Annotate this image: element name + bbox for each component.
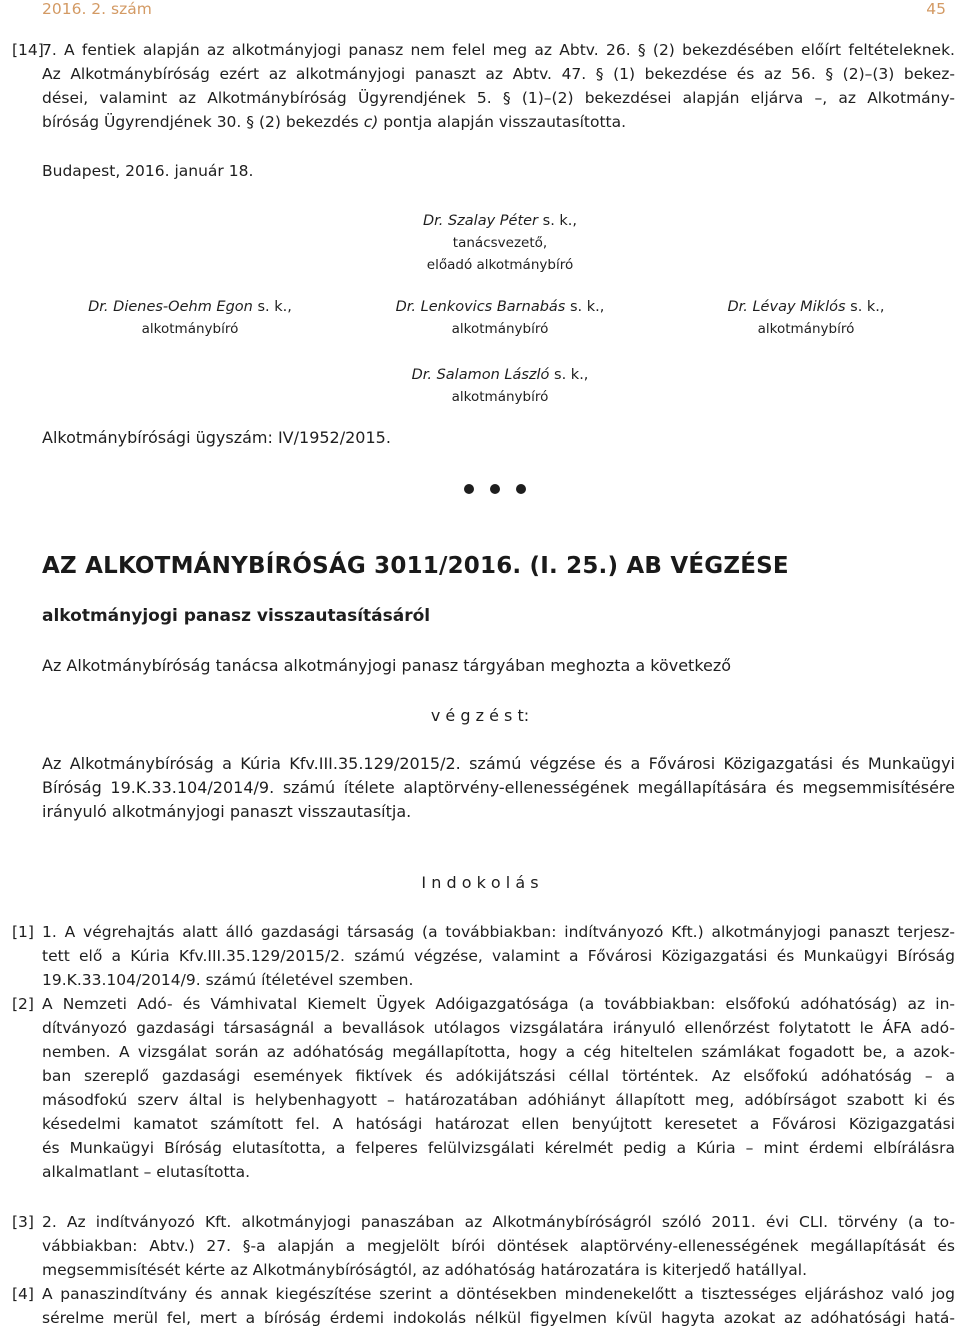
text-line: sérelme merül fel, mert a bíróság érdemi indokolás nélkül figyelmen kívül hagyta azokat az adóhatósági hatá- [42, 1309, 955, 1327]
text-line: vábbiakban: Abtv.) 27. §-a alapján a megjelölt bírói döntések alaptörvény-ellenességének megállapítását és [42, 1237, 955, 1255]
vegzes-heading: v é g z é s t: [430, 706, 530, 725]
paragraph-number: [4] [12, 1285, 34, 1303]
text-line: megsemmisítését kérte az Alkotmánybíróságtól, az adóhatóság határozatára is kiterjedő hatállyal. [42, 1261, 808, 1279]
signature-presiding: Dr. Szalay Péter s. k., tanácsvezető, előadó alkotmánybíró [370, 210, 630, 276]
paragraph-number: [2] [12, 995, 34, 1013]
judge-role: előadó alkotmánybíró [426, 257, 574, 273]
intro-text: Az Alkotmánybíróság tanácsa alkotmányjogi panasz tárgyában meghozta a következő [42, 656, 732, 675]
document-subtitle: alkotmányjogi panasz visszautasításáról [42, 606, 431, 626]
text-line: A panaszindítvány és annak kiegészítése szerint a döntésekben mindenekelőtt a tisztességes eljáráshoz való jog [42, 1285, 955, 1303]
signature-1: Dr. Dienes-Oehm Egon s. k., alkotmánybíró [60, 296, 320, 340]
text-line: dései, valamint az Alkotmánybíróság Ügyrendjének 5. § (1)–(2) bekezdései alapján eljárva –, az Alkotmány- [42, 89, 955, 107]
judge-name: Dr. Lenkovics Barnabás [395, 299, 566, 315]
judge-name: Dr. Lévay Miklós [727, 299, 846, 315]
text-line: Bíróság 19.K.33.104/2014/9. számú ítélete alaptörvény-ellenességének megállapítására és megsemmisítésére [42, 778, 955, 797]
text-line: ban szereplő gazdasági események fiktívek és adókijátszási céllal történtek. Az elsőfokú adóhatóság – a [42, 1067, 955, 1085]
issue-label: 2016. 2. szám [42, 0, 152, 18]
page-number: 45 [926, 0, 946, 18]
signature-4: Dr. Salamon László s. k., alkotmánybíró [370, 364, 630, 408]
text-line: 2. Az indítványozó Kft. alkotmányjogi panaszában az Alkotmánybíróságról szóló 2011. évi CLI. törvény (a to- [42, 1213, 955, 1231]
paragraph-4 [42, 1282, 955, 1330]
document-title: AZ ALKOTMÁNYBÍRÓSÁG 3011/2016. (I. 25.) AB VÉGZÉSE [42, 553, 789, 579]
text-line: 1. A végrehajtás alatt álló gazdasági társaság (a továbbiakban: indítványozó Kft.) alkotmányjogi panaszt terjesz- [42, 923, 955, 941]
indokolas-heading: I n d o k o l á s [421, 873, 539, 892]
judge-role: tanácsvezető, [452, 235, 548, 251]
text-line: tett elő a Kúria Kfv.III.35.129/2015/2. számú végzése, valamint a Fővárosi Közigazgatási és Munkaügyi Bíróság [42, 947, 955, 965]
text-line: Az Alkotmánybíróság a Kúria Kfv.III.35.129/2015/2. számú végzése és a Fővárosi Közigazgatási és Munkaügyi [42, 754, 955, 773]
section-separator [464, 484, 534, 498]
judge-name: Dr. Dienes-Oehm Egon [88, 299, 253, 315]
separator-dot [464, 484, 474, 494]
paragraph-number: [14] [12, 41, 44, 59]
text-line: Az Alkotmánybíróság ezért az alkotmányjogi panaszt az Abtv. 47. § (1) bekezdése és az 56. § (2)–(3) bekez- [42, 65, 955, 83]
text-line: alkalmatlant – elutasította. [42, 1163, 251, 1181]
text-line: másodfokú szerv által is helybenhagyott – határozatában adóhiányt állapított meg, adóbírságot szabott ki és [42, 1091, 955, 1109]
judge-name: Dr. Salamon László [411, 367, 550, 383]
judge-role: alkotmánybíró [141, 321, 239, 337]
vegzes-body [42, 752, 955, 824]
text-line: dítványozó gazdasági társaságnál a bevallások utólagos vizsgálatára irányuló ellenőrzést folytatott le ÁFA adó- [42, 1019, 955, 1037]
text-line: 7. A fentiek alapján az alkotmányjogi panasz nem felel meg az Abtv. 26. § (2) bekezdésében előírt feltételeknek. [42, 41, 955, 59]
judge-role: alkotmánybíró [451, 389, 549, 405]
paragraph-number: [1] [12, 923, 34, 941]
judge-role: alkotmánybíró [757, 321, 855, 337]
paragraph-2 [42, 992, 955, 1184]
signature-2: Dr. Lenkovics Barnabás s. k., alkotmánybíró [370, 296, 630, 340]
text-line: bíróság Ügyrendjének 30. § (2) bekezdés c) pontja alapján visszautasította. [42, 113, 627, 131]
running-header [42, 0, 946, 22]
paragraph-1 [42, 920, 955, 992]
text-line: irányuló alkotmányjogi panaszt visszautasítja. [42, 802, 412, 821]
judge-name: Dr. Szalay Péter [422, 213, 539, 229]
text-line: késedelmi kamatot számított fel. A hatósági határozat ellen benyújtott keresetet a Fővárosi Közigazgatási [42, 1115, 955, 1133]
text-line: és Munkaügyi Bíróság elutasította, a felperes felülvizsgálati kérelmét pedig a Kúria – mint érdemi elbírálásra [42, 1139, 955, 1157]
text-line: 19.K.33.104/2014/9. számú ítéletével szemben. [42, 971, 414, 989]
paragraph-14 [42, 38, 955, 134]
paragraph-3 [42, 1210, 955, 1282]
separator-dot [490, 484, 500, 494]
text-line: nemben. A vizsgálat során az adóhatóság megállapította, hogy a cég hiteltelen számlákat fogadott be, a azok- [42, 1043, 955, 1061]
paragraph-number: [3] [12, 1213, 34, 1231]
place-date: Budapest, 2016. január 18. [42, 162, 254, 180]
case-number: Alkotmánybírósági ügyszám: IV/1952/2015. [42, 428, 391, 447]
separator-dot [516, 484, 526, 494]
signature-3: Dr. Lévay Miklós s. k., alkotmánybíró [676, 296, 936, 340]
text-line: A Nemzeti Adó- és Vámhivatal Kiemelt Ügyek Adóigazgatósága (a továbbiakban: elsőfokú adóhatóság) az in- [42, 995, 955, 1013]
judge-role: alkotmánybíró [451, 321, 549, 337]
